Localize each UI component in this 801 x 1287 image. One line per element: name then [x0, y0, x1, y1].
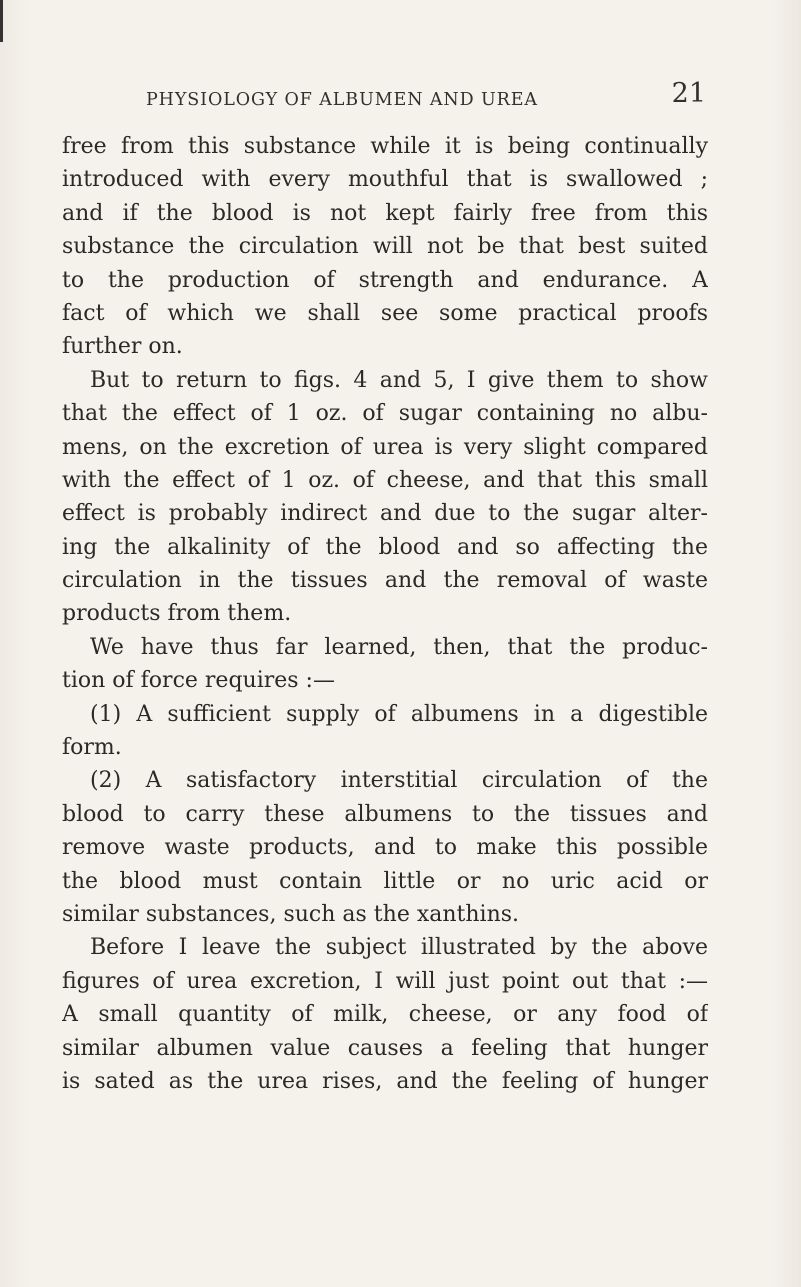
running-title: PHYSIOLOGY OF ALBUMEN AND UREA: [146, 90, 538, 110]
text-line: (2) A satisfactory interstitial circulation of the: [90, 768, 708, 794]
text-line: further on.: [62, 334, 183, 360]
text-line: ing the alkalinity of the blood and so affecting the: [62, 534, 708, 560]
text-line: free from this substance while it is being continually: [62, 134, 708, 159]
text-line: remove waste products, and to make this possible: [62, 835, 708, 861]
text-line: form.: [62, 735, 122, 761]
text-line: the blood must contain little or no uric acid or: [62, 868, 708, 894]
text-line: effect is probably indirect and due to the sugar alter-: [62, 501, 708, 527]
text-line: circulation in the tissues and the removal of waste: [62, 568, 708, 594]
text-line: We have thus far learned, then, that the produc-: [90, 634, 708, 660]
page-number: 21: [671, 78, 706, 109]
text-line: mens, on the excretion of urea is very slight compared: [62, 434, 708, 460]
text-line: (1) A sufficient supply of albumens in a digestible: [90, 701, 708, 727]
body-text: [62, 130, 708, 1098]
text-line: But to return to figs. 4 and 5, I give them to show: [90, 367, 708, 393]
text-line: substance the circulation will not be that best suited: [62, 234, 708, 260]
text-line: blood to carry these albumens to the tissues and: [62, 801, 708, 827]
text-line: figures of urea excretion, I will just point out that :—: [62, 968, 708, 994]
text-line: Before I leave the subject illustrated by the above: [90, 935, 708, 961]
text-line: fact of which we shall see some practical proofs: [62, 300, 708, 326]
text-line: similar substances, such as the xanthins.: [62, 901, 520, 927]
text-line: introduced with every mouthful that is swallowed ;: [62, 167, 708, 193]
text-line: is sated as the urea rises, and the feeling of hunger: [62, 1068, 708, 1094]
text-line: products from them.: [62, 601, 292, 627]
text-line: tion of force requires :—: [62, 668, 335, 694]
text-line: that the effect of 1 oz. of sugar containing no albu-: [62, 401, 708, 427]
text-line: with the effect of 1 oz. of cheese, and that this small: [62, 467, 708, 493]
text-line: similar albumen value causes a feeling that hunger: [62, 1035, 708, 1061]
text-line: and if the blood is not kept fairly free from this: [62, 200, 708, 226]
text-line: to the production of strength and endurance. A: [62, 267, 708, 293]
running-header: [146, 78, 706, 116]
page-edge-mark: [0, 0, 3, 42]
text-line: A small quantity of milk, cheese, or any food of: [62, 1002, 708, 1028]
